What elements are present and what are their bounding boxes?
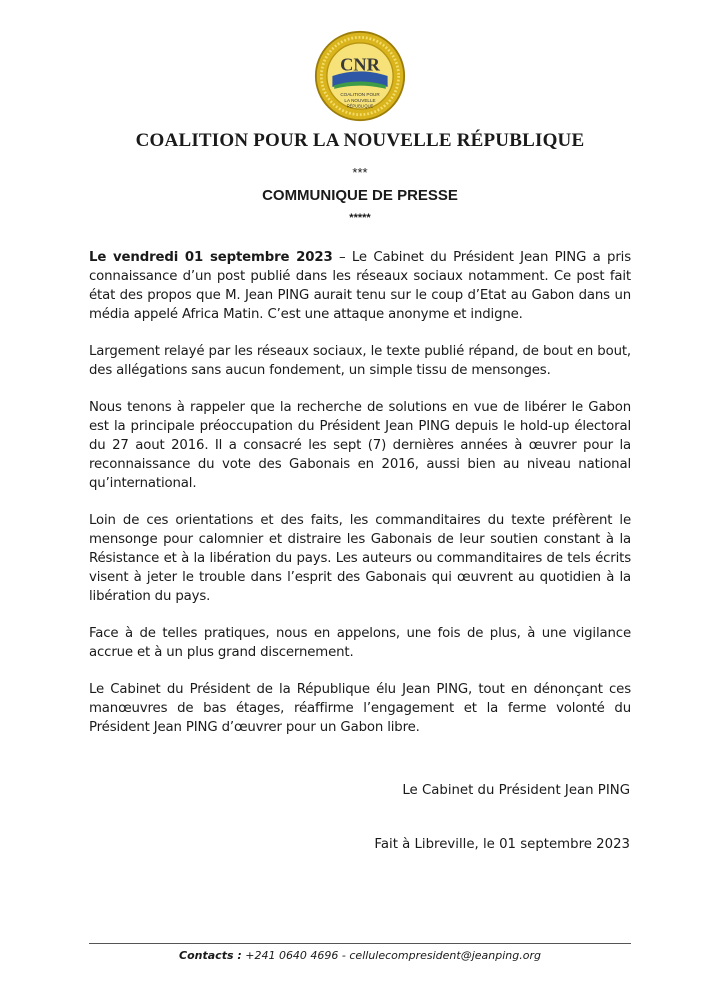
signature: Le Cabinet du Président Jean PING: [402, 783, 630, 798]
separator-top: ***: [352, 165, 368, 180]
paragraph-4: Loin de ces orientations et des faits, les commanditaires du texte préfèrent le mensonge pour calomnier et distraire les Gabonais de leur soutien constant à la Résistance et à la libération du pays. Les auteurs ou commanditaires de tels écrits visent à jeter le trouble dans l’esprit des Gabonais qui œuvrent au quotidien à la libération du pays.: [89, 513, 631, 604]
footer-divider: [89, 943, 631, 944]
paragraph-1: [89, 248, 631, 324]
paragraph-5: Face à de telles pratiques, nous en appelons, une fois de plus, à une vigilance accrue et à un plus grand discernement.: [89, 626, 631, 660]
place-and-date: Fait à Libreville, le 01 septembre 2023: [374, 837, 630, 852]
press-release-body: [89, 248, 631, 755]
paragraph-6: Le Cabinet du Président de la République élu Jean PING, tout en dénonçant ces manœuvres de bas étages, réaffirme l’engagement et la ferme volonté du Président Jean PING d’œuvrer pour un Gabon libre.: [89, 682, 631, 735]
contacts-label: Contacts :: [179, 949, 242, 962]
footer-contacts: [0, 949, 720, 962]
paragraph-3: Nous tenons à rappeler que la recherche de solutions en vue de libérer le Gabon est la principale préoccupation du Président Jean PING depuis le hold-up électoral du 27 aout 2016. Il a consacré les sept (7) dernières années à œuvrer pour la reconnaissance du vote des Gabonais en 2016, aussi bien au niveau national qu’international.: [89, 400, 631, 491]
paragraph-2: Largement relayé par les réseaux sociaux, le texte publié répand, de bout en bout, des allégations sans aucun fondement, un simple tissu de mensonges.: [89, 344, 631, 378]
logo-mark: CNR: [340, 54, 380, 75]
organization-title: COALITION POUR LA NOUVELLE RÉPUBLIQUE: [135, 130, 585, 151]
logo-caption-1: COALITION POUR: [340, 92, 380, 98]
paragraph-1-text: – Le Cabinet du Président Jean PING a pris connaissance d’un post publié dans les réseaux sociaux notamment. Ce post fait état des propos que M. Jean PING aurait tenu sur le coup d’Etat au Gabon dans un média appelé Africa Matin. C’est une attaque anonyme et indigne.: [89, 250, 631, 322]
logo-caption-2: LA NOUVELLE: [344, 97, 376, 103]
contacts-text: +241 0640 4696 - cellulecompresident@jeanping.org: [241, 949, 541, 962]
date-lead: Le vendredi 01 septembre 2023: [89, 250, 333, 265]
logo-caption-3: RÉPUBLIQUE: [346, 103, 374, 109]
document-type-heading: COMMUNIQUE DE PRESSE: [262, 187, 458, 204]
coalition-logo: [314, 30, 406, 122]
separator-bottom: *****: [349, 212, 371, 224]
